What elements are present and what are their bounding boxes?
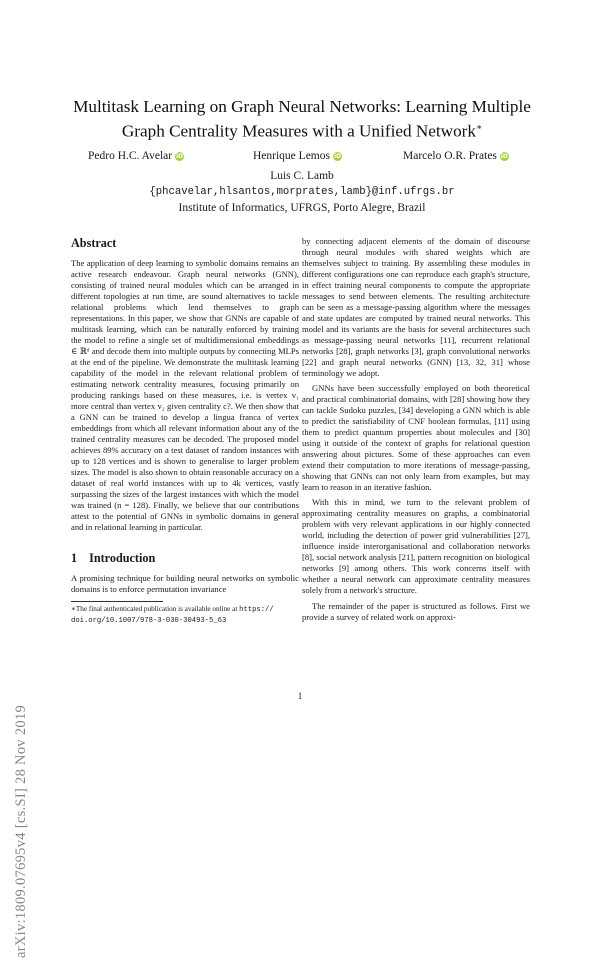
arxiv-sidebar — [13, 608, 34, 958]
orcid-icon[interactable]: iD — [500, 153, 508, 160]
intro-paragraph-4: The remainder of the paper is structured as follows. First we provide a survey of related work on approxi- — [302, 600, 530, 622]
affiliation: Institute of Informatics, UFRGS, Porto Alegre, Brazil — [178, 202, 426, 214]
right-column — [302, 236, 530, 623]
footnote-link[interactable]: https:// — [239, 606, 274, 615]
author-lemos: Henrique Lemos iD — [253, 150, 341, 162]
author-avelar: Pedro H.C. Avelar iD — [88, 150, 184, 162]
intro-paragraph-3: With this in mind, we turn to the relevant problem of approximating centrality measures on graphs, a combinatorial problem with very relevant applications in our highly connected world, including the detection of power grid vulnerabilities [27], influence inside interorganisational and collaboration networks [8], social network analysis [21], pattern recognition on biological networks [9] among others. This work concerns itself with whether a neural network can approximate centrality measures solely from a network's structure. — [302, 497, 530, 596]
page-number: 1 — [297, 691, 303, 701]
left-column — [71, 236, 299, 626]
intro-paragraph-1: by connecting adjacent elements of the domain of discourse through neural modules with shared weights which are themselves subject to training. By assembling these modules in different configurations one can reproduce each graph's structure, in effect training neural components to compute the appropriate messages to send between elements. The resulting architecture can be seen as a message-passing algorithm where the messages and state updates are computed by trained neural networks. This model and its variants are the basis for several architectures such as message-passing neural networks [11], recurrent relational networks [28], graph networks [3], graph convolutional networks [22] and graph neural networks (GNN) [13, 32, 31] whose terminology we adopt. — [302, 236, 530, 379]
introduction-heading: 1 Introduction — [71, 551, 156, 566]
author-lamb: Luis C. Lamb — [270, 170, 334, 182]
footnote-rule — [71, 601, 163, 602]
footnote: ∗The final authenticated publication is available online at https:// doi.org/10.1007/978-3-030-30493-5_63 — [71, 605, 274, 625]
title-line-1: Multitask Learning on Graph Neural Networks: Learning Multiple — [73, 97, 531, 116]
author-emails: {phcavelar,hlsantos,morprates,lamb}@inf.ufrgs.br — [149, 186, 455, 198]
author-prates: Marcelo O.R. Prates iD — [403, 150, 508, 162]
title-line-2: Graph Centrality Measures with a Unified Network∗ — [121, 121, 483, 141]
title-footnote-mark: ∗ — [476, 122, 483, 132]
orcid-icon[interactable]: iD — [176, 153, 184, 160]
abstract-heading: Abstract — [71, 236, 117, 250]
orcid-icon[interactable]: iD — [333, 153, 341, 160]
intro-paragraph-2: GNNs have been successfully employed on both theoretical and practical combinatorial domains, with [28] showing how they can tackle Sudoku puzzles, [34] developing a GNN which is able to predict the satisfiability of CNF boolean formulas, [11] using them to predict quantum properties about molecules and [30] using it outside of the context of graphs for relational question answering about pictures. Some of these approaches can even extend their computation to more iterations of message-passing, showing that GNNs can not only learn from examples, but may learn to reason in an iterative fashion. — [302, 383, 530, 493]
paper-title — [60, 96, 544, 142]
footnote-link-cont[interactable]: doi.org/10.1007/978-3-030-30493-5_63 — [71, 616, 227, 625]
abstract-text: The application of deep learning to symbolic domains remains an active research endeavour. Graph neural networks (GNN), consisting of trained neural modules which can be arranged in different topologies at run time, are sound alternatives to tackle relational problems which lend themselves to graph representations. In this paper, we show that GNNs are capable of multitask learning, which can be naturally enforced by training the model to refine a single set of multidimensional embeddings ∈ ℝᵈ and decode them into multiple outputs by connecting MLPs at the end of the pipeline. We demonstrate the multitask learning capability of the model in the relevant relational problem of estimating network centrality measures, focusing primarily on producing rankings based on these measures, i.e. is vertex v₁ more central than vertex v₂ given centrality c?. We then show that a GNN can be trained to develop a lingua franca of vertex embeddings from which all relevant information about any of the trained centrality measures can be decoded. The proposed model achieves 89% accuracy on a test dataset of random instances with up to 128 vertices and is shown to generalise to larger problem sizes. The model is also shown to obtain reasonable accuracy on a dataset of real world instances with up to 4k vertices, vastly surpassing the sizes of the largest instances with which the model was trained (n = 128). Finally, we believe that our contributions attest to the potential of GNNs in symbolic domains in general and in relational learning in particular. — [71, 258, 299, 533]
introduction-text: A promising technique for building neural networks on symbolic domains is to enforce permutation invariance — [71, 573, 299, 595]
arxiv-identifier: arXiv:1809.07695v4 [cs.SI] 28 Nov 2019 — [13, 704, 29, 958]
